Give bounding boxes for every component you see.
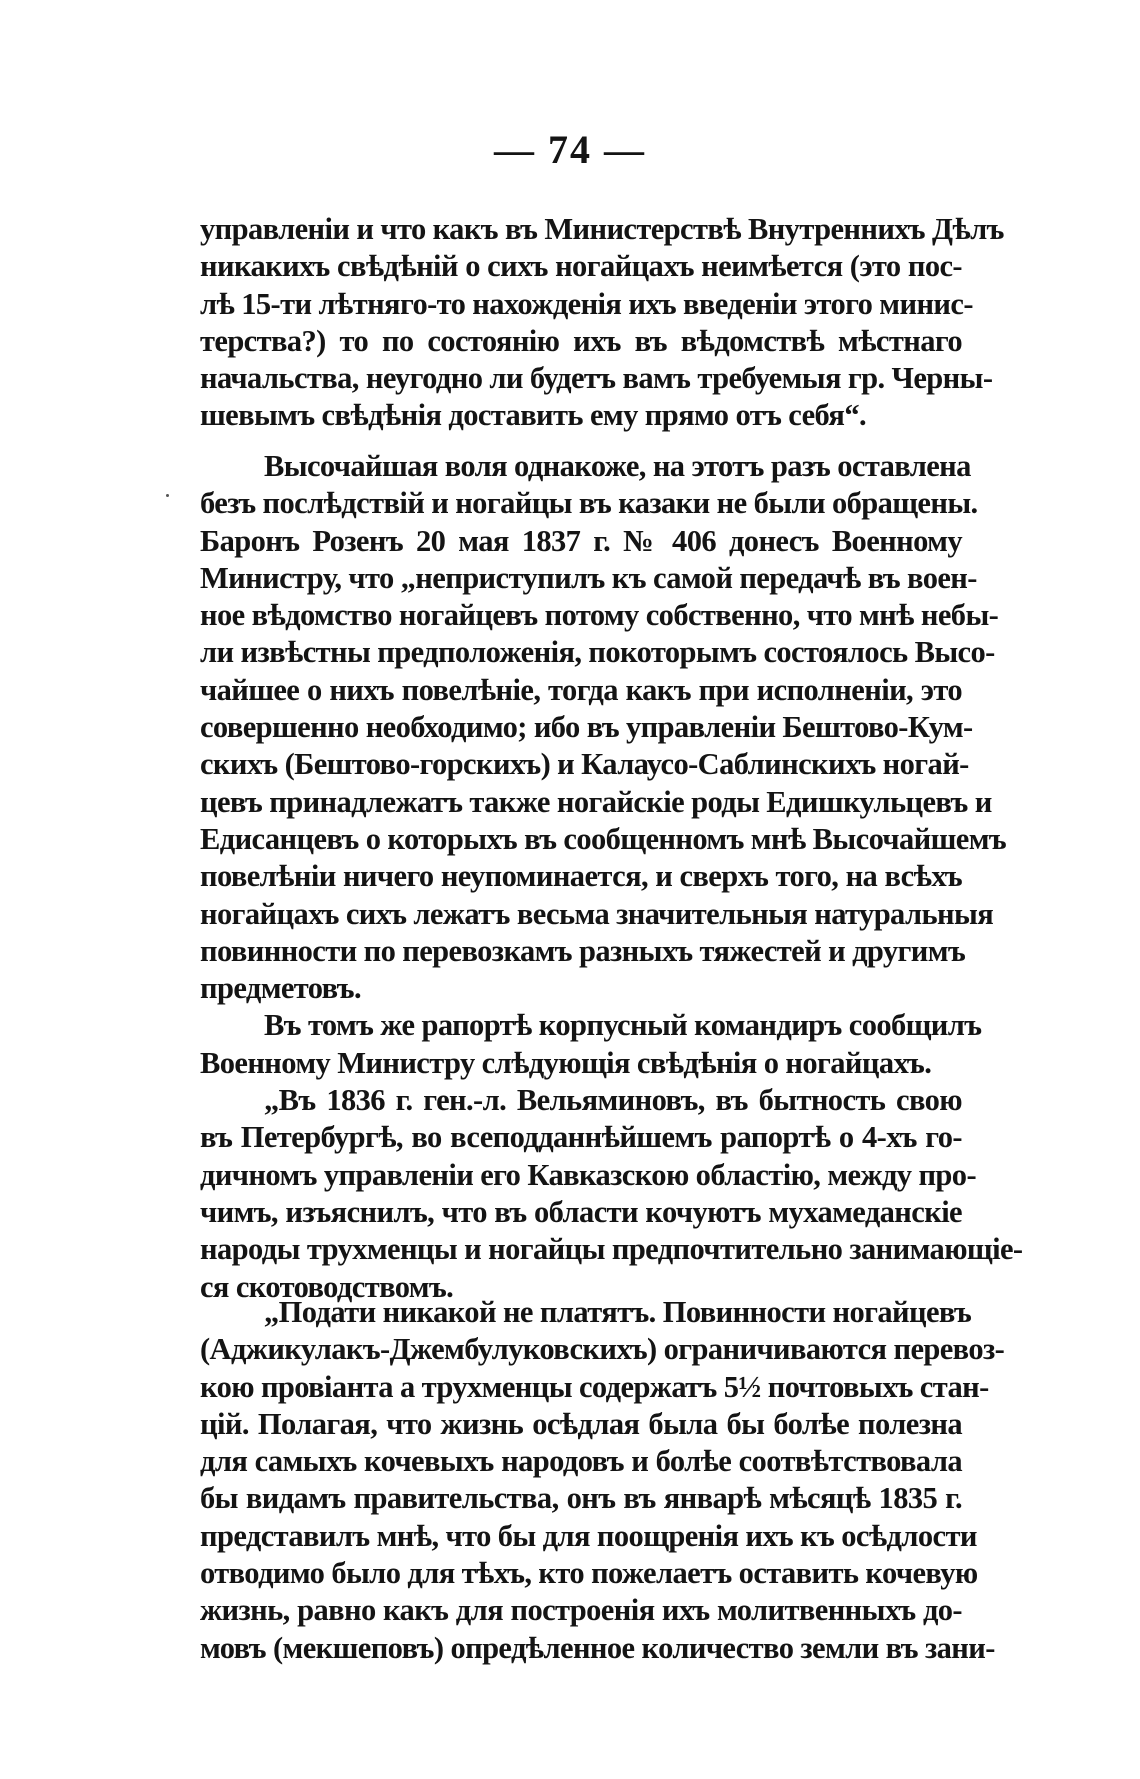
text-line: чимъ, изъяснилъ, что въ области кочуютъ мухамеданскіе [200,1194,962,1229]
text-line: шевымъ свѣдѣнія доставить ему прямо отъ себя“. [200,398,866,433]
text-line: „Подати никакой не платятъ. Повинности ногайцевъ [264,1295,972,1329]
text-line: повинности по перевозкамъ разныхъ тяжестей и другимъ [200,933,966,968]
text-line: предметовъ. [200,971,362,1006]
text-line: ногайцахъ сихъ лежатъ весьма значительныя натуральныя [200,896,994,931]
text-line: управленіи и что какъ въ Министерствѣ Внутреннихъ Дѣлъ [200,212,1004,246]
text-line: для самыхъ кочевыхъ народовъ и болѣе соотвѣтствовала [200,1444,962,1479]
text-line: Въ томъ же рапортѣ корпусный командиръ сообщилъ [264,1008,982,1043]
text-line: цевъ принадлежатъ также ногайскіе роды Едишкульцевъ и [200,784,992,819]
text-line: Баронъ Розенъ 20 мая 1837 г. № 406 донесъ Военному [200,523,962,558]
text-line: въ Петербургѣ, во всеподданнѣйшемъ рапортѣ о 4-хъ го- [200,1120,962,1155]
text-line: ся скотоводствомъ. [200,1269,454,1304]
text-line: кою провіанта а трухменцы содержатъ 5½ почтовыхъ стан- [200,1369,989,1404]
text-line: лѣ 15-ти лѣтняго-то нахожденія ихъ введеніи этого минис- [200,286,973,321]
text-line: ли извѣстны предположенія, покоторымъ состоялось Высо- [200,635,995,670]
text-line: скихъ (Бештово-горскихъ) и Калаусо-Саблинскихъ ногай- [200,747,969,782]
text-line: терства?) то по состоянію ихъ въ вѣдомствѣ мѣстнаго [200,323,962,358]
text-line: дичномъ управленіи его Кавказскою областію, между про- [200,1157,976,1192]
text-line: представилъ мнѣ, что бы для поощренія ихъ къ осѣдлости [200,1518,977,1553]
text-line: Едисанцевъ о которыхъ въ сообщенномъ мнѣ Высочайшемъ [200,821,1007,856]
text-line: „Въ 1836 г. ген.-л. Вельяминовъ, въ бытность свою [264,1083,962,1118]
text-line: цій. Полагая, что жизнь осѣдлая была бы болѣе полезна [200,1406,962,1441]
page-number: — 74 — [494,127,646,172]
text-line: мовъ (мекшеповъ) опредѣленное количество земли въ зани- [200,1630,995,1665]
text-line: безъ послѣдствій и ногайцы въ казаки не были обращены. [200,486,978,521]
text-line: отводимо было для тѣхъ, кто пожелаетъ оставить кочевую [200,1556,978,1591]
text-line: жизнь, равно какъ для построенія ихъ молитвенныхъ до- [200,1593,962,1628]
text-line: совершенно необходимо; ибо въ управленіи Бештово-Кум- [200,710,973,745]
text-line: Министру, что „неприступилъ къ самой передачѣ въ воен- [200,560,977,595]
text-block-quote [200,1294,1005,1667]
text-line: ное вѣдомство ногайцевъ потому собственно, что мнѣ небы- [200,598,999,633]
text-block-main [200,448,1023,1306]
text-line: начальства, неугодно ли будетъ вамъ требуемыя гр. Черны- [200,361,993,396]
text-block-continuation [200,211,1004,435]
text-line: Высочайшая воля однакоже, на этотъ разъ оставлена [264,449,971,483]
text-line: Военному Министру слѣдующія свѣдѣнія о ногайцахъ. [200,1045,932,1080]
text-line: никакихъ свѣдѣній о сихъ ногайцахъ неимѣется (это пос- [200,249,962,284]
margin-dot-mark [166,494,169,497]
text-line: повелѣніи ничего неупоминается, и сверхъ того, на всѣхъ [200,859,962,894]
text-line: народы трухменцы и ногайцы предпочтительно занимающіе- [200,1232,1023,1267]
text-line: бы видамъ правительства, онъ въ январѣ мѣсяцѣ 1835 г. [200,1481,962,1516]
text-line: (Аджикулакъ-Джембулуковскихъ) ограничиваются перевоз- [200,1332,1005,1367]
text-line: чайшее о нихъ повелѣніе, тогда какъ при исполненіи, это [200,672,962,707]
